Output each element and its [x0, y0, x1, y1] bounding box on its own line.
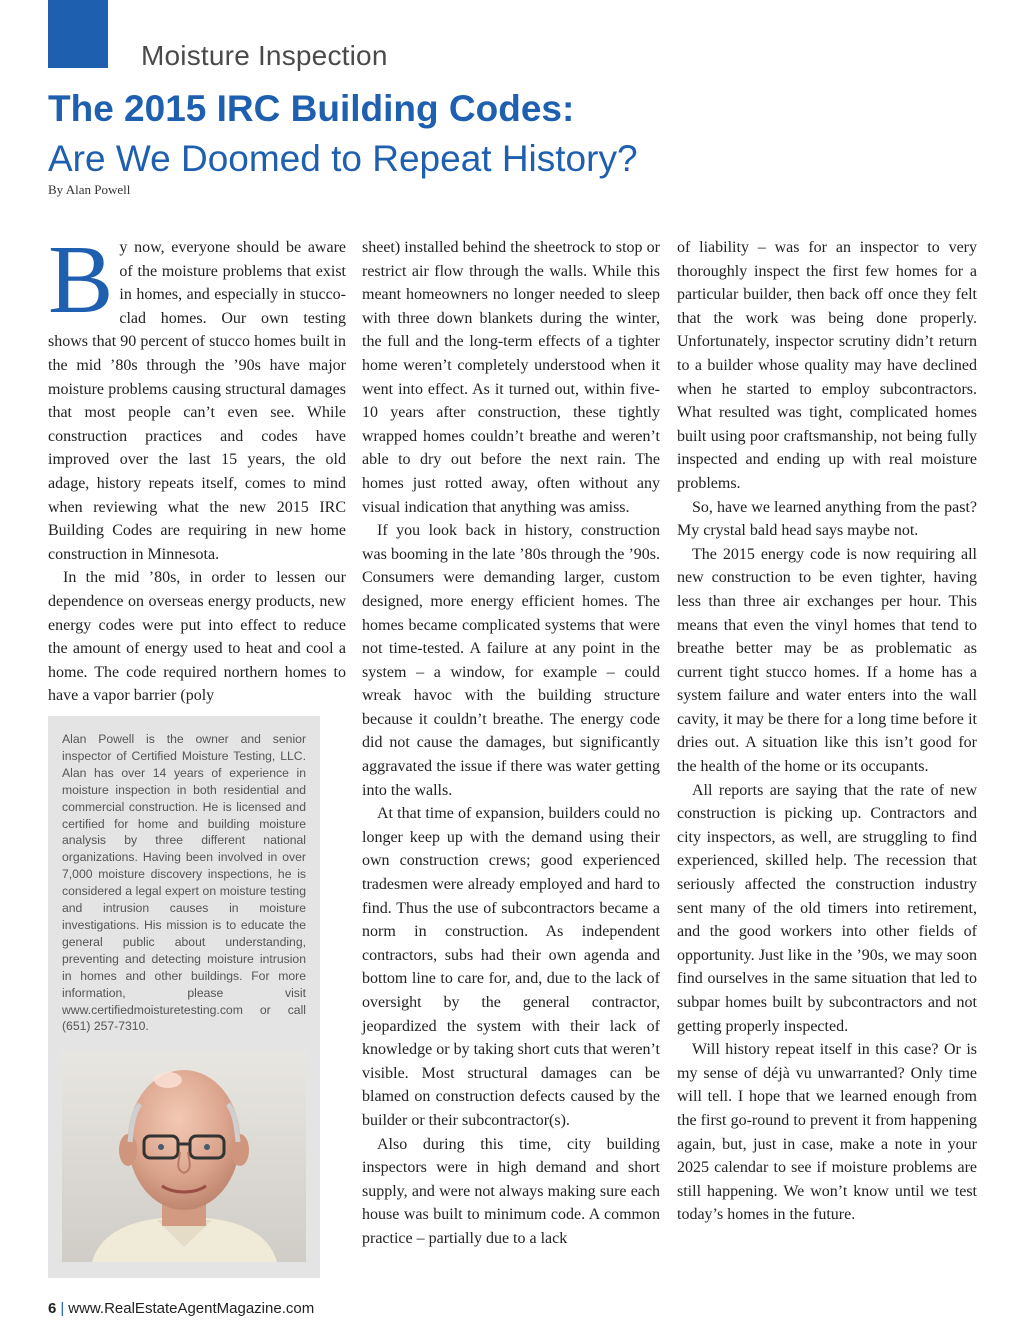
subheadline: Are We Doomed to Repeat History? [48, 138, 638, 179]
article-column-1 [48, 226, 346, 708]
article-column-2 [362, 236, 660, 1251]
section-label: Moisture Inspection [141, 40, 388, 71]
article-paragraph: sheet) installed behind the sheetrock to stop or restrict air flow through the walls. While this meant homeowners no longer needed to sleep with three down blankets during the winter, the full and the long-term effects of a tighter home weren’t completely understood when it went into effect. As it turned out, within five-10 years after construction, these tightly wrapped homes couldn’t breathe and weren’t able to dry out before the next rain. The homes just rotted away, often without any visual indication that anything was amiss. [362, 239, 660, 516]
article-paragraph: If you look back in history, construction was booming in the late ’80s through the ’90s. Consumers were demanding larger, custom designed, more energy efficient homes. The homes became complicated systems that were not time-tested. A failure at any point in the system – a window, for example – could wreak havoc with the building structure because it couldn’t breathe. The energy code did not cause the damages, but significantly aggravated the issue if there was water getting into the walls. [362, 522, 660, 799]
drop-cap: B [48, 226, 114, 334]
page-number: 6 [48, 1300, 57, 1317]
paragraph-text: y now, everyone should be aware of the moisture problems that exist in homes, and especially in stucco-clad homes. Our own testing shows that 90 percent of stucco homes built in the mid ’80s through the ’90s have major moisture problems causing structural damages that most people can’t even see. While construction practices and codes have improved over the last 15 years, the old adage, history repeats itself, comes to mind when reviewing what the new 2015 IRC Building Codes are requiring in new home construction in Minnesota. [48, 239, 346, 563]
article-paragraph [48, 226, 346, 566]
article-paragraph: So, have we learned anything from the past? My crystal bald head says maybe not. [677, 498, 977, 540]
article-paragraph: Will history repeat itself in this case? Or is my sense of déjà vu unwarranted? Only time will tell. I hope that we learned enough from the first go-round to prevent it from happening again, but, just in case, make a note in your 2025 calendar to see if moisture problems are still happening. We won’t know until we test today’s homes in the future. [677, 1041, 977, 1224]
article-paragraph: Also during this time, city building inspectors were in high demand and short supply, and were not always making sure each house was built to minimum code. A common practice – partially due to a lack [362, 1135, 660, 1247]
byline: By Alan Powell [48, 182, 131, 197]
article-paragraph: At that time of expansion, builders could no longer keep up with the demand using their own construction crews; good experienced tradesmen were already employed and hard to find. Thus the use of subcontractors became a norm in construction. As independent contractors, subs had their own agenda and bottom line to care for, and, due to the lack of oversight by the general contractor, jeopardized the system with their lack of knowledge or by taking short cuts that weren’t visible. Most structural damages can be blamed on construction defects caused by the builder or their subcontractor(s). [362, 805, 660, 1129]
article-paragraph: of liability – was for an inspector to very thoroughly inspect the first few homes for a particular builder, then back off once they felt that the work was being done properly. Unfortunately, inspector scrutiny didn’t return to a builder whose quality may have declined when he started to employ subcontractors. What resulted was tight, complicated homes built using poor craftsmanship, not being fully inspected and ending up with real moisture problems. [677, 239, 977, 492]
article-column-3 [677, 236, 977, 1227]
headline: The 2015 IRC Building Codes: [48, 88, 575, 129]
article-paragraph: In the mid ’80s, in order to lessen our dependence on overseas energy products, new energy codes were put into effect to reduce the amount of energy used to heat and cool a home. The code required northern homes to have a vapor barrier (poly [48, 569, 346, 705]
magazine-url: www.RealEstateAgentMagazine.com [68, 1300, 315, 1317]
page-footer [48, 1300, 314, 1317]
article-paragraph: All reports are saying that the rate of new construction is picking up. Contractors and city inspectors, as well, are struggling to find experienced, skilled help. The recession that seriously affected the construction industry sent many of the old timers into retirement, and the good workers into other fields of opportunity. Just like in the ’90s, we may soon find ourselves in the same situation that led to subpar homes built by subcontractors and not getting properly inspected. [677, 781, 977, 1035]
author-photo [62, 1052, 306, 1262]
footer-separator: | [60, 1300, 65, 1317]
author-portrait-icon [62, 1052, 306, 1262]
section-color-tab [48, 0, 108, 68]
author-bio-text: Alan Powell is the owner and senior inspector of Certified Moisture Testing, LLC. Alan has over 14 years of experience in moisture inspection in both residential and commercial construction. He is licensed and certified for home and building moisture analysis by three different national organizations. Having been involved in over 7,000 moisture discovery inspections, he is considered a legal expert on moisture testing and intrusion causes in moisture investigations. His mission is to educate the general public about understanding, preventing and detecting moisture intrusion in homes and other buildings. For more information, please visit www.certifiedmoisturetesting.com or call (651) 257-7310. [62, 732, 306, 1034]
article-paragraph: The 2015 energy code is now requiring all new construction to be even tighter, having less than three air exchanges per hour. This means that even the vinyl homes that tend to breathe better may be as problematic as current tight stucco homes. If a home has a system failure and water enters into the wall cavity, it may be there for a long time before it dries out. A situation like this isn’t good for the health of the home or its occupants. [677, 545, 977, 776]
